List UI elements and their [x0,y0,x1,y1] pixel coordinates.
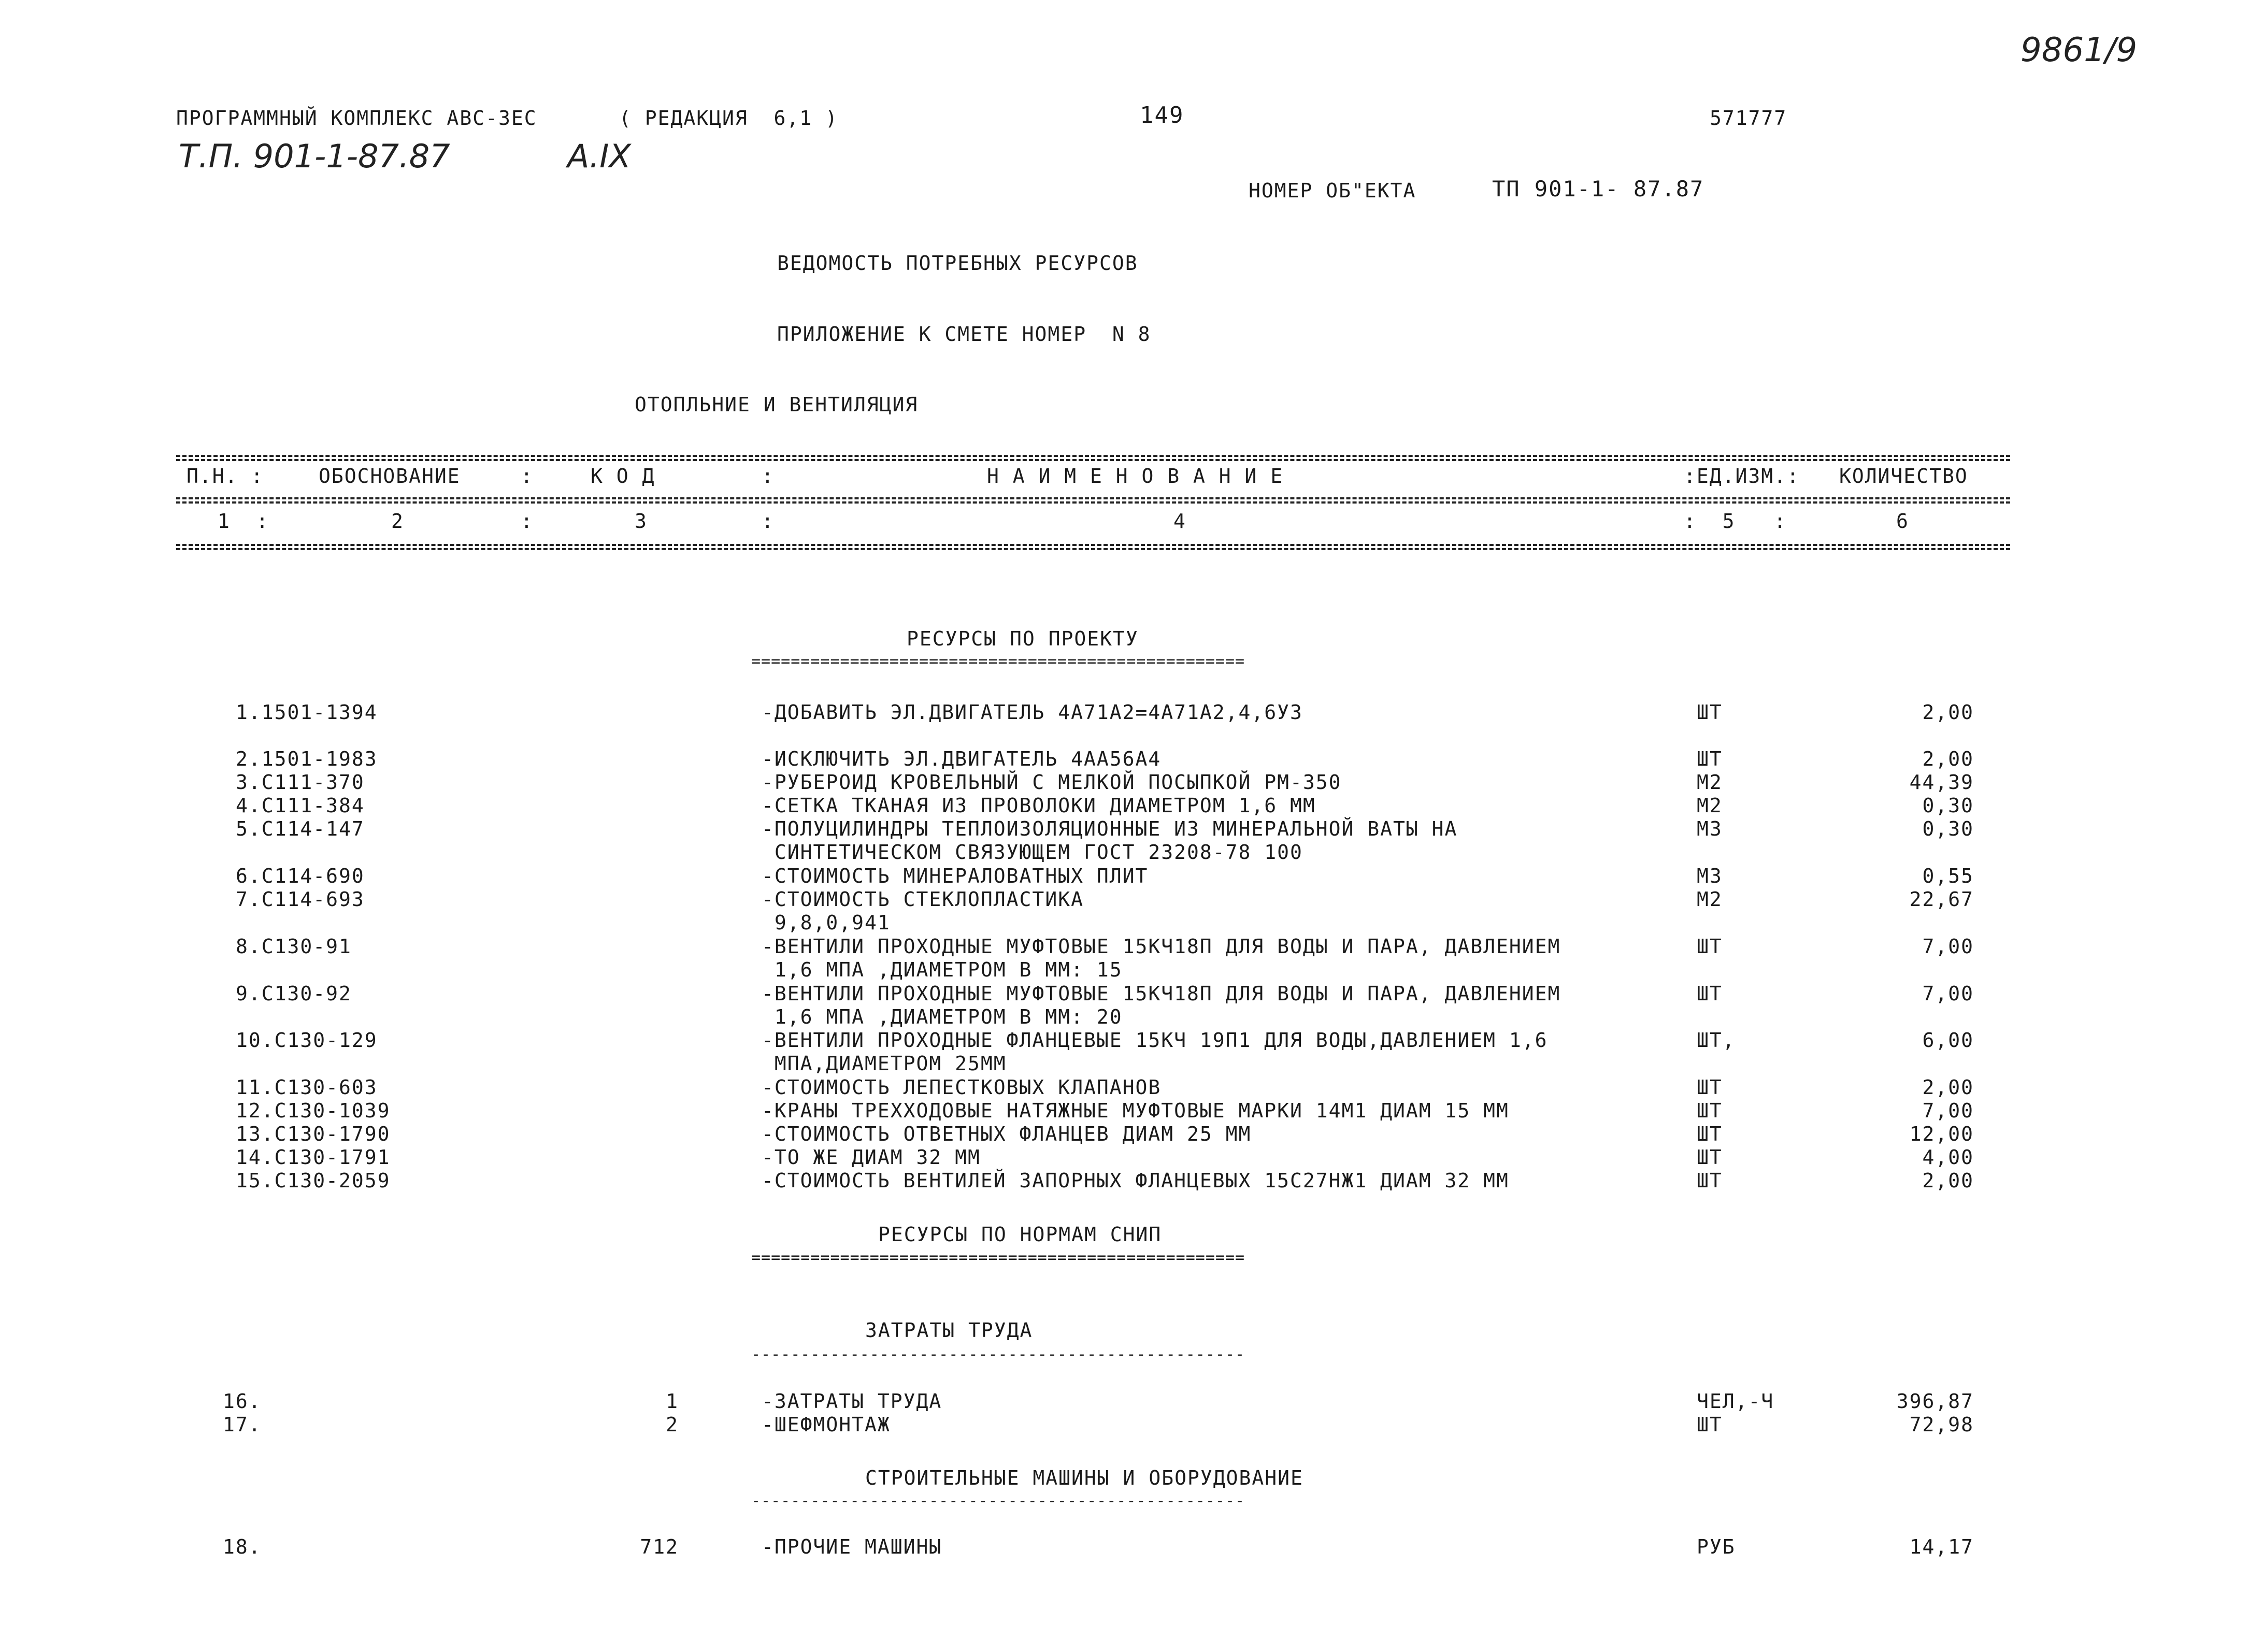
row-name: -ШЕФМОНТАЖ [762,1413,891,1436]
row-quantity: 396,87 [1896,1390,1974,1413]
row-name: -ВЕНТИЛИ ПРОХОДНЫЕ МУФТОВЫЕ 15КЧ18П ДЛЯ ВОДЫ И ПАРА, ДАВЛЕНИЕМ [762,982,1561,1005]
row-unit: М2 [1697,888,1723,911]
row-unit: ШТ [1697,701,1723,724]
section-underline-project: ================================================== [751,654,1245,669]
row-quantity: 4,00 [1922,1146,1974,1169]
column-number-5: : 5 : [1684,510,1787,533]
row-quantity: 7,00 [1922,1099,1974,1122]
row-unit: ШТ [1697,1099,1723,1122]
header-bottom-rule [176,544,2010,546]
row-basis: 10.С130-129 [236,1029,378,1052]
row-basis: 14.С130-1791 [236,1146,391,1169]
row-code: 1 [666,1390,679,1413]
row-name: -РУБЕРОИД КРОВЕЛЬНЫЙ С МЕЛКОЙ ПОСЫПКОЙ РМ-350 [762,771,1342,794]
row-unit: М3 [1697,865,1723,887]
row-name: -СТОИМОСТЬ МИНЕРАЛОВАТНЫХ ПЛИТ [762,865,1149,887]
section-heading-machines: СТРОИТЕЛЬНЫЕ МАШИНЫ И ОБОРУДОВАНИЕ [865,1467,1303,1489]
section-underline-snip: ================================================== [751,1250,1245,1266]
row-name: -ВЕНТИЛИ ПРОХОДНЫЕ МУФТОВЫЕ 15КЧ18П ДЛЯ ВОДЫ И ПАРА, ДАВЛЕНИЕМ [762,935,1561,958]
row-quantity: 0,30 [1922,817,1974,840]
row-unit: ШТ [1697,935,1723,958]
row-name: -СТОИМОСТЬ ВЕНТИЛЕЙ ЗАПОРНЫХ ФЛАНЦЕВЫХ 15С27НЖ1 ДИАМ 32 ММ [762,1169,1509,1192]
header-top-rule-2 [176,459,2010,461]
row-name: -СЕТКА ТКАНАЯ ИЗ ПРОВОЛОКИ ДИАМЕТРОМ 1,6 ММ [762,794,1316,817]
row-basis: 9.С130-92 [236,982,352,1005]
row-quantity: 2,00 [1922,1076,1974,1099]
row-unit: ШТ [1697,748,1723,770]
row-quantity: 6,00 [1922,1029,1974,1052]
row-basis: 1.1501-1394 [236,701,378,724]
handwritten-tp-number: Т.П. 901-1-87.87 [179,137,450,175]
row-name: -ЗАТРАТЫ ТРУДА [762,1390,942,1413]
section-underline-labor: -------------------------------------------------- [751,1347,1245,1362]
row-code: 2 [666,1413,679,1436]
column-number-sep-2: : [521,510,534,533]
row-unit: ШТ [1697,1076,1723,1099]
row-unit: ШТ [1697,1169,1723,1192]
row-name: -СТОИМОСТЬ ОТВЕТНЫХ ФЛАНЦЕВ ДИАМ 25 ММ [762,1123,1252,1145]
row-unit: ШТ [1697,982,1723,1005]
row-unit: ШТ [1697,1413,1723,1436]
program-edition: ( РЕДАКЦИЯ 6,1 ) [619,107,838,130]
row-quantity: 72,98 [1909,1413,1974,1436]
row-name: -ПРОЧИЕ МАШИНЫ [762,1535,942,1558]
column-header-code: К О Д [591,465,655,487]
row-name-continued: 1,6 МПА ,ДИАМЕТРОМ В ММ: 20 [762,1005,1123,1028]
row-name: -ПОЛУЦИЛИНДРЫ ТЕПЛОИЗОЛЯЦИОННЫЕ ИЗ МИНЕРАЛЬНОЙ ВАТЫ НА [762,817,1458,840]
row-number: 17. [223,1413,262,1436]
column-number-6: 6 [1896,510,1909,533]
row-basis: 6.С114-690 [236,865,365,887]
column-header-pn: П.Н. : [187,465,264,487]
column-number-1: 1 : [218,510,269,533]
row-unit: ШТ, [1697,1029,1736,1052]
row-number: 16. [223,1390,262,1413]
header-bottom-rule-2 [176,548,2010,550]
row-unit: М2 [1697,771,1723,794]
column-number-4: 4 [1173,510,1186,533]
column-header-name: Н А И М Е Н О В А Н И Е [987,465,1284,487]
row-basis: 4.С111-384 [236,794,365,817]
row-quantity: 7,00 [1922,935,1974,958]
row-quantity: 14,17 [1909,1535,1974,1558]
row-unit: ШТ [1697,1146,1723,1169]
row-basis: 8.С130-91 [236,935,352,958]
column-number-3: 3 [635,510,648,533]
row-name-continued: СИНТЕТИЧЕСКОМ СВЯЗУЮЩЕМ ГОСТ 23208-78 100 [762,841,1303,864]
object-value: ТП 901-1- 87.87 [1492,176,1704,202]
column-header-unit: :ЕД.ИЗМ.: [1684,465,1800,487]
row-unit: ЧЕЛ,-Ч [1697,1390,1774,1413]
row-name-continued: 1,6 МПА ,ДИАМЕТРОМ В ММ: 15 [762,958,1123,981]
row-unit: ШТ [1697,1123,1723,1145]
row-name-continued: 9,8,0,941 [762,911,891,934]
section-underline-machines: -------------------------------------------------- [751,1493,1245,1509]
section-heading-labor: ЗАТРАТЫ ТРУДА [865,1319,1033,1342]
handwritten-corner-number: 9861/9 [2021,31,2138,69]
row-name: -СТОИМОСТЬ ЛЕПЕСТКОВЫХ КЛАПАНОВ [762,1076,1162,1099]
row-name: -ДОБАВИТЬ ЭЛ.ДВИГАТЕЛЬ 4А71А2=4А71А2,4,6У3 [762,701,1303,724]
row-unit: М2 [1697,794,1723,817]
row-quantity: 0,30 [1922,794,1974,817]
row-number: 18. [223,1535,262,1558]
row-name-continued: МПА,ДИАМЕТРОМ 25ММ [762,1052,1007,1075]
row-basis: 12.С130-1039 [236,1099,391,1122]
section-title: ОТОПЛЬНИЕ И ВЕНТИЛЯЦИЯ [635,393,919,416]
row-basis: 3.С111-370 [236,771,365,794]
header-top-rule [176,455,2010,457]
row-quantity: 12,00 [1909,1123,1974,1145]
column-header-basis: ОБОСНОВАНИЕ [319,465,461,487]
column-header-sep-2: : [521,465,534,487]
row-name: -ВЕНТИЛИ ПРОХОДНЫЕ ФЛАНЦЕВЫЕ 15КЧ 19П1 ДЛЯ ВОДЫ,ДАВЛЕНИЕМ 1,6 [762,1029,1548,1052]
document-title: ВЕДОМОСТЬ ПОТРЕБНЫХ РЕСУРСОВ [777,252,1138,275]
row-basis: 15.С130-2059 [236,1169,391,1192]
object-label: НОМЕР ОБ"ЕКТА [1249,179,1416,202]
header-mid-rule [176,497,2010,499]
row-basis: 7.С114-693 [236,888,365,911]
row-quantity: 2,00 [1922,748,1974,770]
row-basis: 5.С114-147 [236,817,365,840]
row-quantity: 2,00 [1922,1169,1974,1192]
column-number-2: 2 [391,510,404,533]
row-name: -ИСКЛЮЧИТЬ ЭЛ.ДВИГАТЕЛЬ 4АА56А4 [762,748,1162,770]
row-basis: 2.1501-1983 [236,748,378,770]
handwritten-album: А.IX [567,137,631,175]
row-quantity: 7,00 [1922,982,1974,1005]
column-number-sep-3: : [762,510,775,533]
column-header-quantity: КОЛИЧЕСТВО [1839,465,1968,487]
row-unit: М3 [1697,817,1723,840]
row-quantity: 22,67 [1909,888,1974,911]
row-basis: 13.С130-1790 [236,1123,391,1145]
program-name: ПРОГРАММНЫЙ КОМПЛЕКС АВС-3ЕС [176,107,537,130]
row-quantity: 0,55 [1922,865,1974,887]
page-number: 149 [1140,102,1184,128]
row-unit: РУБ [1697,1535,1736,1558]
row-quantity: 44,39 [1909,771,1974,794]
row-name: -ТО ЖЕ ДИАМ 32 ММ [762,1146,981,1169]
section-heading-snip: РЕСУРСЫ ПО НОРМАМ СНИП [878,1223,1162,1246]
header-mid-rule-2 [176,501,2010,504]
section-heading-project: РЕСУРСЫ ПО ПРОЕКТУ [907,627,1139,650]
appendix-title: ПРИЛОЖЕНИЕ К СМЕТЕ НОМЕР N 8 [777,323,1151,346]
document-code: 571777 [1710,107,1787,130]
row-quantity: 2,00 [1922,701,1974,724]
row-name: -СТОИМОСТЬ СТЕКЛОПЛАСТИКА [762,888,1084,911]
column-header-sep-3: : [762,465,775,487]
row-basis: 11.С130-603 [236,1076,378,1099]
row-name: -КРАНЫ ТРЕХХОДОВЫЕ НАТЯЖНЫЕ МУФТОВЫЕ МАРКИ 14М1 ДИАМ 15 ММ [762,1099,1509,1122]
row-code: 712 [640,1535,679,1558]
